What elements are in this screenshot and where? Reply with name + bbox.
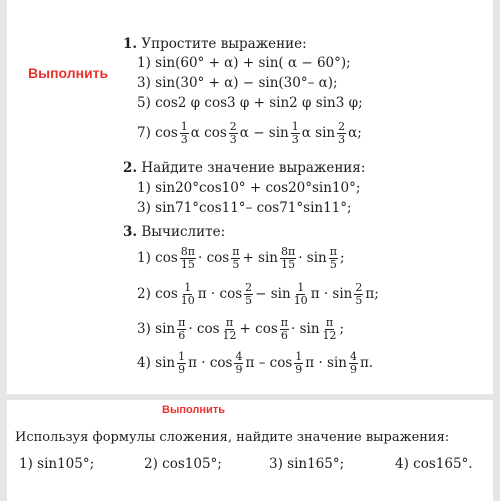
task-2-item-3: 3) sin71°cos11°– cos71°sin11°; xyxy=(137,200,352,216)
task-3-item-1: 1) cos $\frac{8\pi}{15}$ · cos $\frac{\pi}{5}$ + sin $\frac{8\pi}{15}$ · sin $\frac{\pi}{5}$ ; xyxy=(137,245,345,271)
task-2-heading: 2. Найдите значение выражения: xyxy=(123,160,366,176)
task-3-heading: 3. Вычислите: xyxy=(123,224,226,240)
action-label: Выполнить xyxy=(28,65,109,81)
exercise-card-1 xyxy=(7,0,493,394)
task-3-item-4: 4) sin $\frac{1}{9}$ π · cos $\frac{4}{9}$ π – cos $\frac{1}{9}$ π · sin $\frac{4}{9}$ π. xyxy=(137,350,374,376)
task-1-item-3: 3) sin(30° + α) − sin(30°– α); xyxy=(137,75,338,91)
exercise-card-2 xyxy=(7,400,493,501)
task-1-heading: 1. Упростите выражение: xyxy=(123,36,307,52)
task-3-item-2: 2) cos $\frac{1}{10}$ π · cos $\frac{2}{5}$ − sin $\frac{1}{10}$ π · sin $\frac{2}{5}$ π; xyxy=(137,281,379,307)
task-1-item-7: 7) cos $\frac{1}{3}$ α cos $\frac{2}{3}$ α − sin $\frac{1}{3}$ α sin $\frac{2}{3}$ α; xyxy=(137,120,362,146)
task-2-item-1: 1) sin20°cos10° + cos20°sin10°; xyxy=(137,180,361,196)
expression-1: 1) sin105°; xyxy=(19,456,95,472)
task-3-item-3: 3) sin $\frac{\pi}{6}$ · cos $\frac{\pi}{12}$ + cos $\frac{\pi}{6}$ · sin $\frac{\pi}{12}$ ; xyxy=(137,316,345,342)
expression-3: 3) sin165°; xyxy=(269,456,345,472)
task-1-item-1: 1) sin(60° + α) + sin( α − 60°); xyxy=(137,55,351,71)
action-label: Выполнить xyxy=(162,404,225,416)
expression-2: 2) cos105°; xyxy=(144,456,222,472)
expression-4: 4) cos165°. xyxy=(395,456,473,472)
task-1-item-5: 5) cos2 φ cos3 φ + sin2 φ sin3 φ; xyxy=(137,95,363,111)
instruction-text: Используя формулы сложения, найдите значение выражения: xyxy=(15,430,450,445)
